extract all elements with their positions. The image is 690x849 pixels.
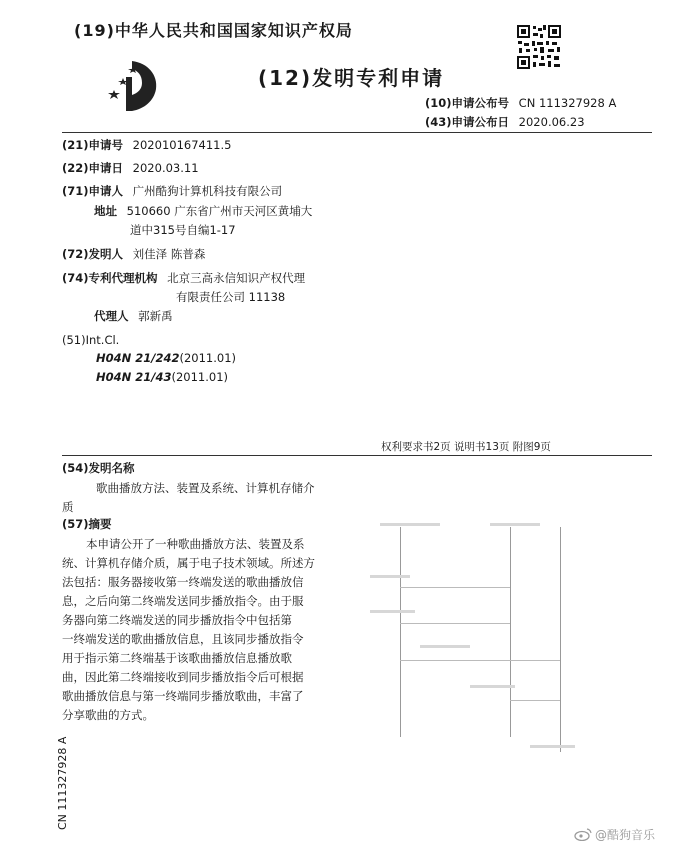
agency-line-1: 北京三高永信知识产权代理 (167, 271, 306, 285)
figure-arrow (400, 587, 510, 588)
qr-code-icon (516, 24, 562, 70)
side-publication-number: CN 111327928 A (56, 736, 69, 830)
abstract-line: 曲，因此第二终端接收到同步播放指令后可根据 (62, 670, 304, 684)
weibo-icon (574, 828, 592, 841)
agent-value: 郭新禹 (138, 309, 173, 323)
app-no-label: (21)申请号 (62, 138, 124, 152)
ipc-2-code: H04N 21/43 (96, 370, 172, 384)
int-cl-label: (51)Int.Cl. (62, 333, 120, 347)
application-date (62, 160, 199, 176)
ipc-1-code: H04N 21/242 (96, 351, 180, 365)
abstract-line: 用于指示第二终端基于该歌曲播放信息播放歌 (62, 651, 292, 665)
figure-arrow (400, 660, 560, 661)
summary-divider (62, 455, 652, 456)
document-kind: (12)发明专利申请 (258, 66, 445, 90)
figure-lifeline (400, 527, 401, 737)
title-label-text: (54)发明名称 (62, 461, 135, 475)
ipc-1-year: (2011.01) (179, 351, 236, 365)
cnipa-logo-icon (96, 55, 160, 113)
abstract-line: 本申请公开了一种歌曲播放方法、装置及系 (86, 537, 305, 551)
pub-date-label: (43)申请公布日 (425, 115, 510, 129)
agent-label: 代理人 (94, 309, 129, 323)
address (94, 203, 312, 219)
patent-agency (62, 270, 305, 286)
watermark (574, 826, 655, 843)
title-label (62, 460, 135, 476)
pub-no-label: (10)申请公布号 (425, 96, 510, 110)
publication-date (425, 114, 585, 130)
figure-node (490, 523, 540, 526)
ipc-2-year: (2011.01) (171, 370, 228, 384)
abstract-label-text: (57)摘要 (62, 517, 112, 531)
figure-arrow (400, 623, 510, 624)
app-date-label: (22)申请日 (62, 161, 124, 175)
agency-label: (74)专利代理机构 (62, 271, 158, 285)
abstract-figure (360, 515, 630, 775)
agent (94, 308, 173, 324)
application-number (62, 137, 231, 153)
abstract-body (62, 535, 346, 725)
abstract-line: 统、计算机存储介质，属于电子技术领域。所述方 (62, 556, 315, 570)
inventor-value: 刘佳泽 陈普森 (132, 247, 206, 261)
abstract-line: 法包括：服务器接收第一终端发送的歌曲播放信 (62, 575, 304, 589)
abstract-label (62, 516, 112, 532)
publication-number (425, 95, 616, 111)
inventor-label: (72)发明人 (62, 247, 124, 261)
app-no-value: 202010167411.5 (132, 138, 232, 152)
figure-node (470, 685, 515, 688)
agency-line-2: 有限责任公司 11138 (176, 290, 286, 304)
header-divider (62, 132, 652, 133)
figure-arrow (510, 700, 560, 701)
invention-title-line-2: 质 (62, 500, 74, 514)
pub-no-value: CN 111327928 A (518, 96, 617, 110)
figure-node (530, 745, 575, 748)
abstract-line: 息，之后向第二终端发送同步播放指令。由于服 (62, 594, 304, 608)
abstract-line: 务器向第二终端发送的同步播放指令中包括第 (62, 613, 292, 627)
figure-node (420, 645, 470, 648)
pub-date-value: 2020.06.23 (518, 115, 585, 129)
ipc-entry-2 (96, 369, 228, 385)
inventors (62, 246, 205, 262)
applicant-value: 广州酷狗计算机科技有限公司 (132, 184, 283, 198)
office-name: (19)中华人民共和国国家知识产权局 (74, 21, 353, 40)
figure-node (370, 575, 410, 578)
address-label: 地址 (94, 204, 117, 218)
abstract-line: 分享歌曲的方式。 (62, 708, 154, 722)
applicant (62, 183, 282, 199)
figure-lifeline (560, 527, 561, 752)
invention-title-line-1: 歌曲播放方法、装置及系统、计算机存储介 (96, 481, 315, 495)
address-line-1: 510660 广东省广州市天河区黄埔大 (126, 204, 313, 218)
abstract-line: 一终端发送的歌曲播放信息，且该同步播放指令 (62, 632, 304, 646)
ipc-entry-1 (96, 350, 236, 366)
applicant-label: (71)申请人 (62, 184, 124, 198)
figure-lifeline (510, 527, 511, 737)
abstract-line: 歌曲播放信息与第一终端同步播放歌曲，丰富了 (62, 689, 304, 703)
figure-node (380, 523, 440, 526)
watermark-text: @酷狗音乐 (595, 828, 656, 842)
figure-node (370, 610, 415, 613)
app-date-value: 2020.03.11 (132, 161, 199, 175)
address-line-2: 道中315号自编1-17 (130, 223, 236, 237)
page-count-summary: 权利要求书2页 说明书13页 附图9页 (381, 441, 551, 453)
